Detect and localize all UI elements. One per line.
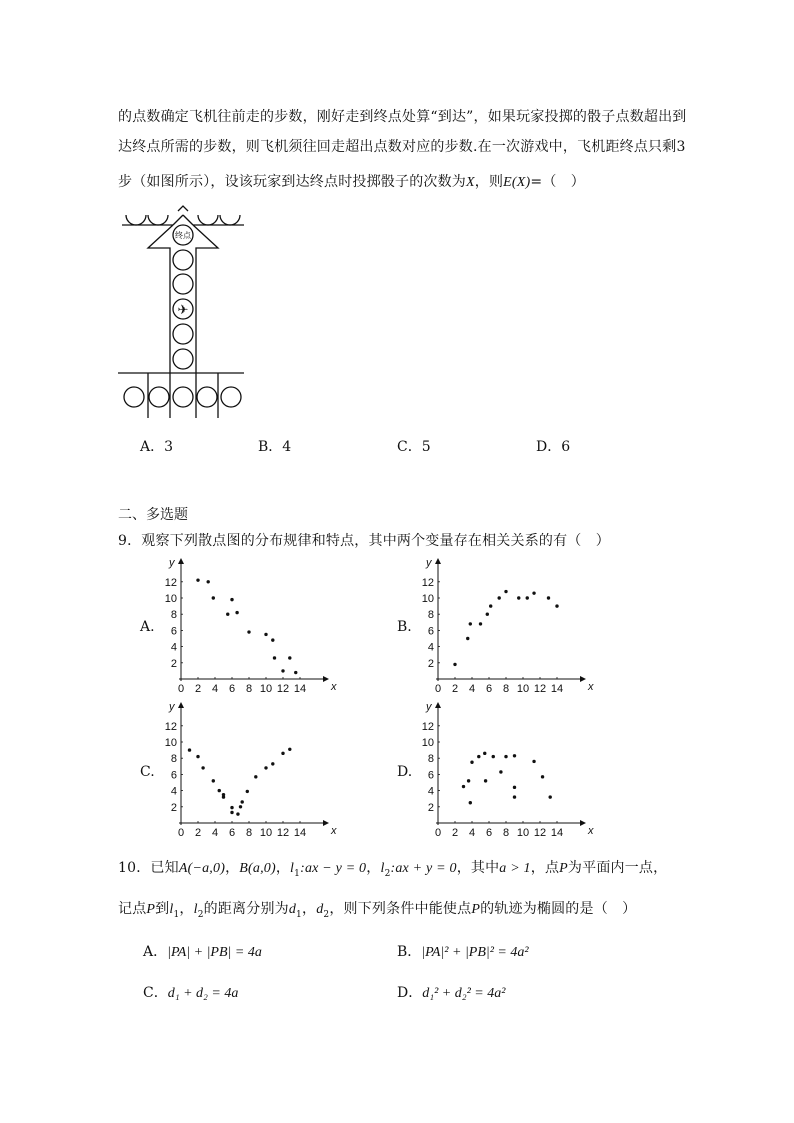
q10-line-2: 记点P到$l_1$，$l_2$的距离分别为$d_1$，$d_2$，则下列条件中能使点P的轨迹为椭圆的是（ ） (118, 901, 637, 920)
q8-line-1: 的点数确定飞机往前走的步数，刚好走到终点处算“到达”，如果玩家投掷的骰子点数超出到 (118, 109, 687, 125)
scatter-point (196, 578, 199, 581)
scatter-point (479, 622, 482, 625)
plane-icon: ✈ (177, 302, 189, 317)
scatter-point (555, 604, 558, 607)
scatter-point (288, 748, 291, 751)
q8-option-d: D．6 (536, 439, 571, 455)
x-axis-label: x (331, 681, 337, 693)
x-tick-label: 12 (276, 683, 290, 695)
q10-option-a: A．|PA| + |PB| = 4a (143, 944, 262, 960)
x-tick-label: 6 (485, 683, 493, 695)
y-tick-label: 12 (164, 720, 177, 733)
y-axis-arrow (435, 558, 441, 564)
scatter-point (513, 786, 516, 789)
q10-option-b: B．|PA|² + |PB|² = 4a² (397, 944, 529, 960)
scatter-point (541, 775, 544, 778)
x-tick-label: 4 (211, 827, 219, 839)
y-tick-label: 4 (427, 785, 434, 798)
section-heading: 二、多选题 (118, 507, 188, 523)
x-tick-label: 14 (550, 827, 564, 839)
chart-a-label: A. (140, 619, 155, 635)
scatter-point (281, 669, 284, 672)
scatter-point (489, 604, 492, 607)
y-tick-label: 4 (427, 641, 434, 654)
x-tick-label: 4 (468, 827, 476, 839)
scatter-point (273, 656, 276, 659)
scatter-point (212, 779, 215, 782)
scatter-point (271, 762, 274, 765)
scatter-point (492, 755, 495, 758)
scatter-point (246, 790, 249, 793)
chart-c-label: C. (140, 764, 155, 780)
y-tick-label: 6 (427, 769, 434, 782)
scatter-point (513, 754, 516, 757)
y-tick-label: 8 (170, 609, 177, 622)
y-tick-label: 8 (427, 753, 434, 766)
y-tick-label: 12 (164, 576, 177, 589)
y-tick-label: 4 (170, 641, 177, 654)
scatter-point (212, 596, 215, 599)
var-x: X (466, 175, 475, 190)
y-tick-label: 8 (427, 609, 434, 622)
scatter-point (477, 755, 480, 758)
scatter-point (222, 793, 225, 796)
x-tick-label: 10 (516, 827, 530, 839)
scatter-point (196, 755, 199, 758)
scatter-point (264, 633, 267, 636)
y-axis-label: y (426, 701, 432, 713)
x-axis-label: x (331, 825, 337, 837)
x-tick-label: 4 (468, 683, 476, 695)
scatter-point (504, 755, 507, 758)
x-tick-label: 6 (485, 827, 493, 839)
scatter-point (207, 580, 210, 583)
scatter-point (547, 596, 550, 599)
q8-option-b: B．4 (258, 439, 292, 455)
scatter-chart-d (421, 700, 594, 840)
x-tick-label: 10 (259, 827, 273, 839)
x-tick-label: 12 (276, 827, 290, 839)
scatter-chart-c (164, 700, 337, 840)
scatter-point (499, 770, 502, 773)
x-axis-arrow (323, 676, 329, 682)
y-axis-label: y (169, 557, 175, 569)
y-axis-arrow (178, 558, 184, 564)
y-tick-label: 6 (170, 769, 177, 782)
scatter-point (230, 806, 233, 809)
arrow-left (148, 225, 173, 373)
scatter-point (230, 811, 233, 814)
scatter-point (517, 596, 520, 599)
q10-option-d: D．d₁² + d₂² = 4a² (397, 985, 506, 1001)
q8-line-3c: =（ ） (530, 174, 585, 190)
scatter-point (235, 611, 238, 614)
x-tick-label: 2 (451, 683, 459, 695)
scatter-point (264, 766, 267, 769)
x-tick-label: 14 (293, 827, 307, 839)
y-tick-label: 10 (421, 593, 434, 605)
top-circle-arc (148, 215, 168, 225)
x-tick-label: 0 (177, 683, 185, 695)
q9-stem: 9．观察下列散点图的分布规律和特点，其中两个变量存在相关关系的有（ ） (118, 533, 610, 549)
y-tick-label: 2 (427, 657, 434, 670)
scatter-chart-b (421, 556, 594, 696)
x-tick-label: 6 (228, 683, 236, 695)
scatter-point (532, 760, 535, 763)
top-circle-arc (198, 215, 218, 225)
scatter-point (201, 766, 204, 769)
scatter-point (466, 637, 469, 640)
scatter-point (236, 812, 239, 815)
scatter-point (486, 613, 489, 616)
scatter-point (483, 752, 486, 755)
scatter-point (239, 805, 242, 808)
scatter-point (504, 590, 507, 593)
q8-option-a: A．3 (140, 439, 174, 455)
y-tick-label: 10 (164, 593, 177, 605)
y-tick-label: 10 (421, 737, 434, 749)
x-tick-label: 14 (550, 683, 564, 695)
x-axis-arrow (323, 820, 329, 826)
y-tick-label: 2 (427, 801, 434, 814)
scatter-point (294, 671, 297, 674)
top-circle-arc (126, 215, 146, 225)
scatter-point (462, 785, 465, 788)
scatter-point (484, 779, 487, 782)
scatter-point (288, 656, 291, 659)
x-tick-label: 0 (177, 827, 185, 839)
scatter-chart-a (164, 556, 337, 696)
top-circle-arc (220, 215, 240, 225)
chart-d-label: D. (397, 764, 413, 780)
q10-option-c: C．d₁ + d₂ = 4a (143, 985, 239, 1001)
x-axis-label: x (588, 681, 594, 693)
q8-option-c: C．5 (397, 439, 431, 455)
q8-line-3a: 步（如图所示），设该玩家到达终点时投掷骰子的次数为 (118, 174, 466, 190)
x-tick-label: 10 (259, 683, 273, 695)
x-axis-label: x (588, 825, 594, 837)
x-tick-label: 12 (533, 683, 547, 695)
x-axis-arrow (580, 820, 586, 826)
x-tick-label: 6 (228, 827, 236, 839)
x-tick-label: 12 (533, 827, 547, 839)
x-axis-arrow (580, 676, 586, 682)
x-tick-label: 8 (502, 827, 510, 839)
y-axis-label: y (169, 701, 175, 713)
x-tick-label: 14 (293, 683, 307, 695)
chart-b-label: B. (397, 619, 412, 635)
y-tick-label: 4 (170, 785, 177, 798)
scatter-point (498, 596, 501, 599)
x-tick-label: 10 (516, 683, 530, 695)
scatter-point (549, 795, 552, 798)
scatter-point (254, 775, 257, 778)
scatter-point (247, 630, 250, 633)
q8-line-2: 达终点所需的步数，则飞机须往回走超出点数对应的步数.在一次游戏中，飞机距终点只剩3 (118, 139, 686, 155)
y-axis-label: y (426, 557, 432, 569)
arrow-right (193, 225, 218, 373)
y-tick-label: 6 (427, 625, 434, 638)
y-tick-label: 2 (170, 657, 177, 670)
q10-line-1: 10．已知A(−a,0)，B(a,0)，$l_1:ax - y = 0$，$l_2:ax + y = 0$，其中a > 1，点P为平面内一点， (118, 860, 668, 879)
x-tick-label: 2 (451, 827, 459, 839)
scatter-point (218, 789, 221, 792)
scatter-point (526, 596, 529, 599)
y-axis-arrow (435, 702, 441, 708)
x-tick-label: 0 (434, 827, 442, 839)
scatter-point (281, 752, 284, 755)
scatter-point (467, 779, 470, 782)
scatter-point (453, 663, 456, 666)
x-tick-label: 2 (194, 827, 202, 839)
q8-line-3b: ，则 (474, 174, 504, 190)
x-tick-label: 4 (211, 683, 219, 695)
scatter-point (470, 761, 473, 764)
scatter-point (188, 748, 191, 751)
y-tick-label: 6 (170, 625, 177, 638)
scatter-point (230, 598, 233, 601)
x-tick-label: 8 (245, 683, 253, 695)
scatter-point (532, 591, 535, 594)
x-tick-label: 2 (194, 683, 202, 695)
y-tick-label: 2 (170, 801, 177, 814)
scatter-point (241, 800, 244, 803)
end-label: 终点 (175, 231, 191, 240)
scatter-point (469, 622, 472, 625)
y-tick-label: 12 (421, 576, 434, 589)
y-tick-label: 10 (164, 737, 177, 749)
x-tick-label: 0 (434, 683, 442, 695)
y-tick-label: 12 (421, 720, 434, 733)
scatter-point (513, 795, 516, 798)
scatter-point (226, 613, 229, 616)
scatter-point (469, 801, 472, 804)
expectation: E(X) (503, 175, 531, 190)
y-tick-label: 8 (170, 753, 177, 766)
scatter-point (271, 638, 274, 641)
x-tick-label: 8 (502, 683, 510, 695)
y-axis-arrow (178, 702, 184, 708)
q8-line-3 (118, 171, 585, 191)
flight-chess-figure (118, 205, 248, 420)
x-tick-label: 8 (245, 827, 253, 839)
